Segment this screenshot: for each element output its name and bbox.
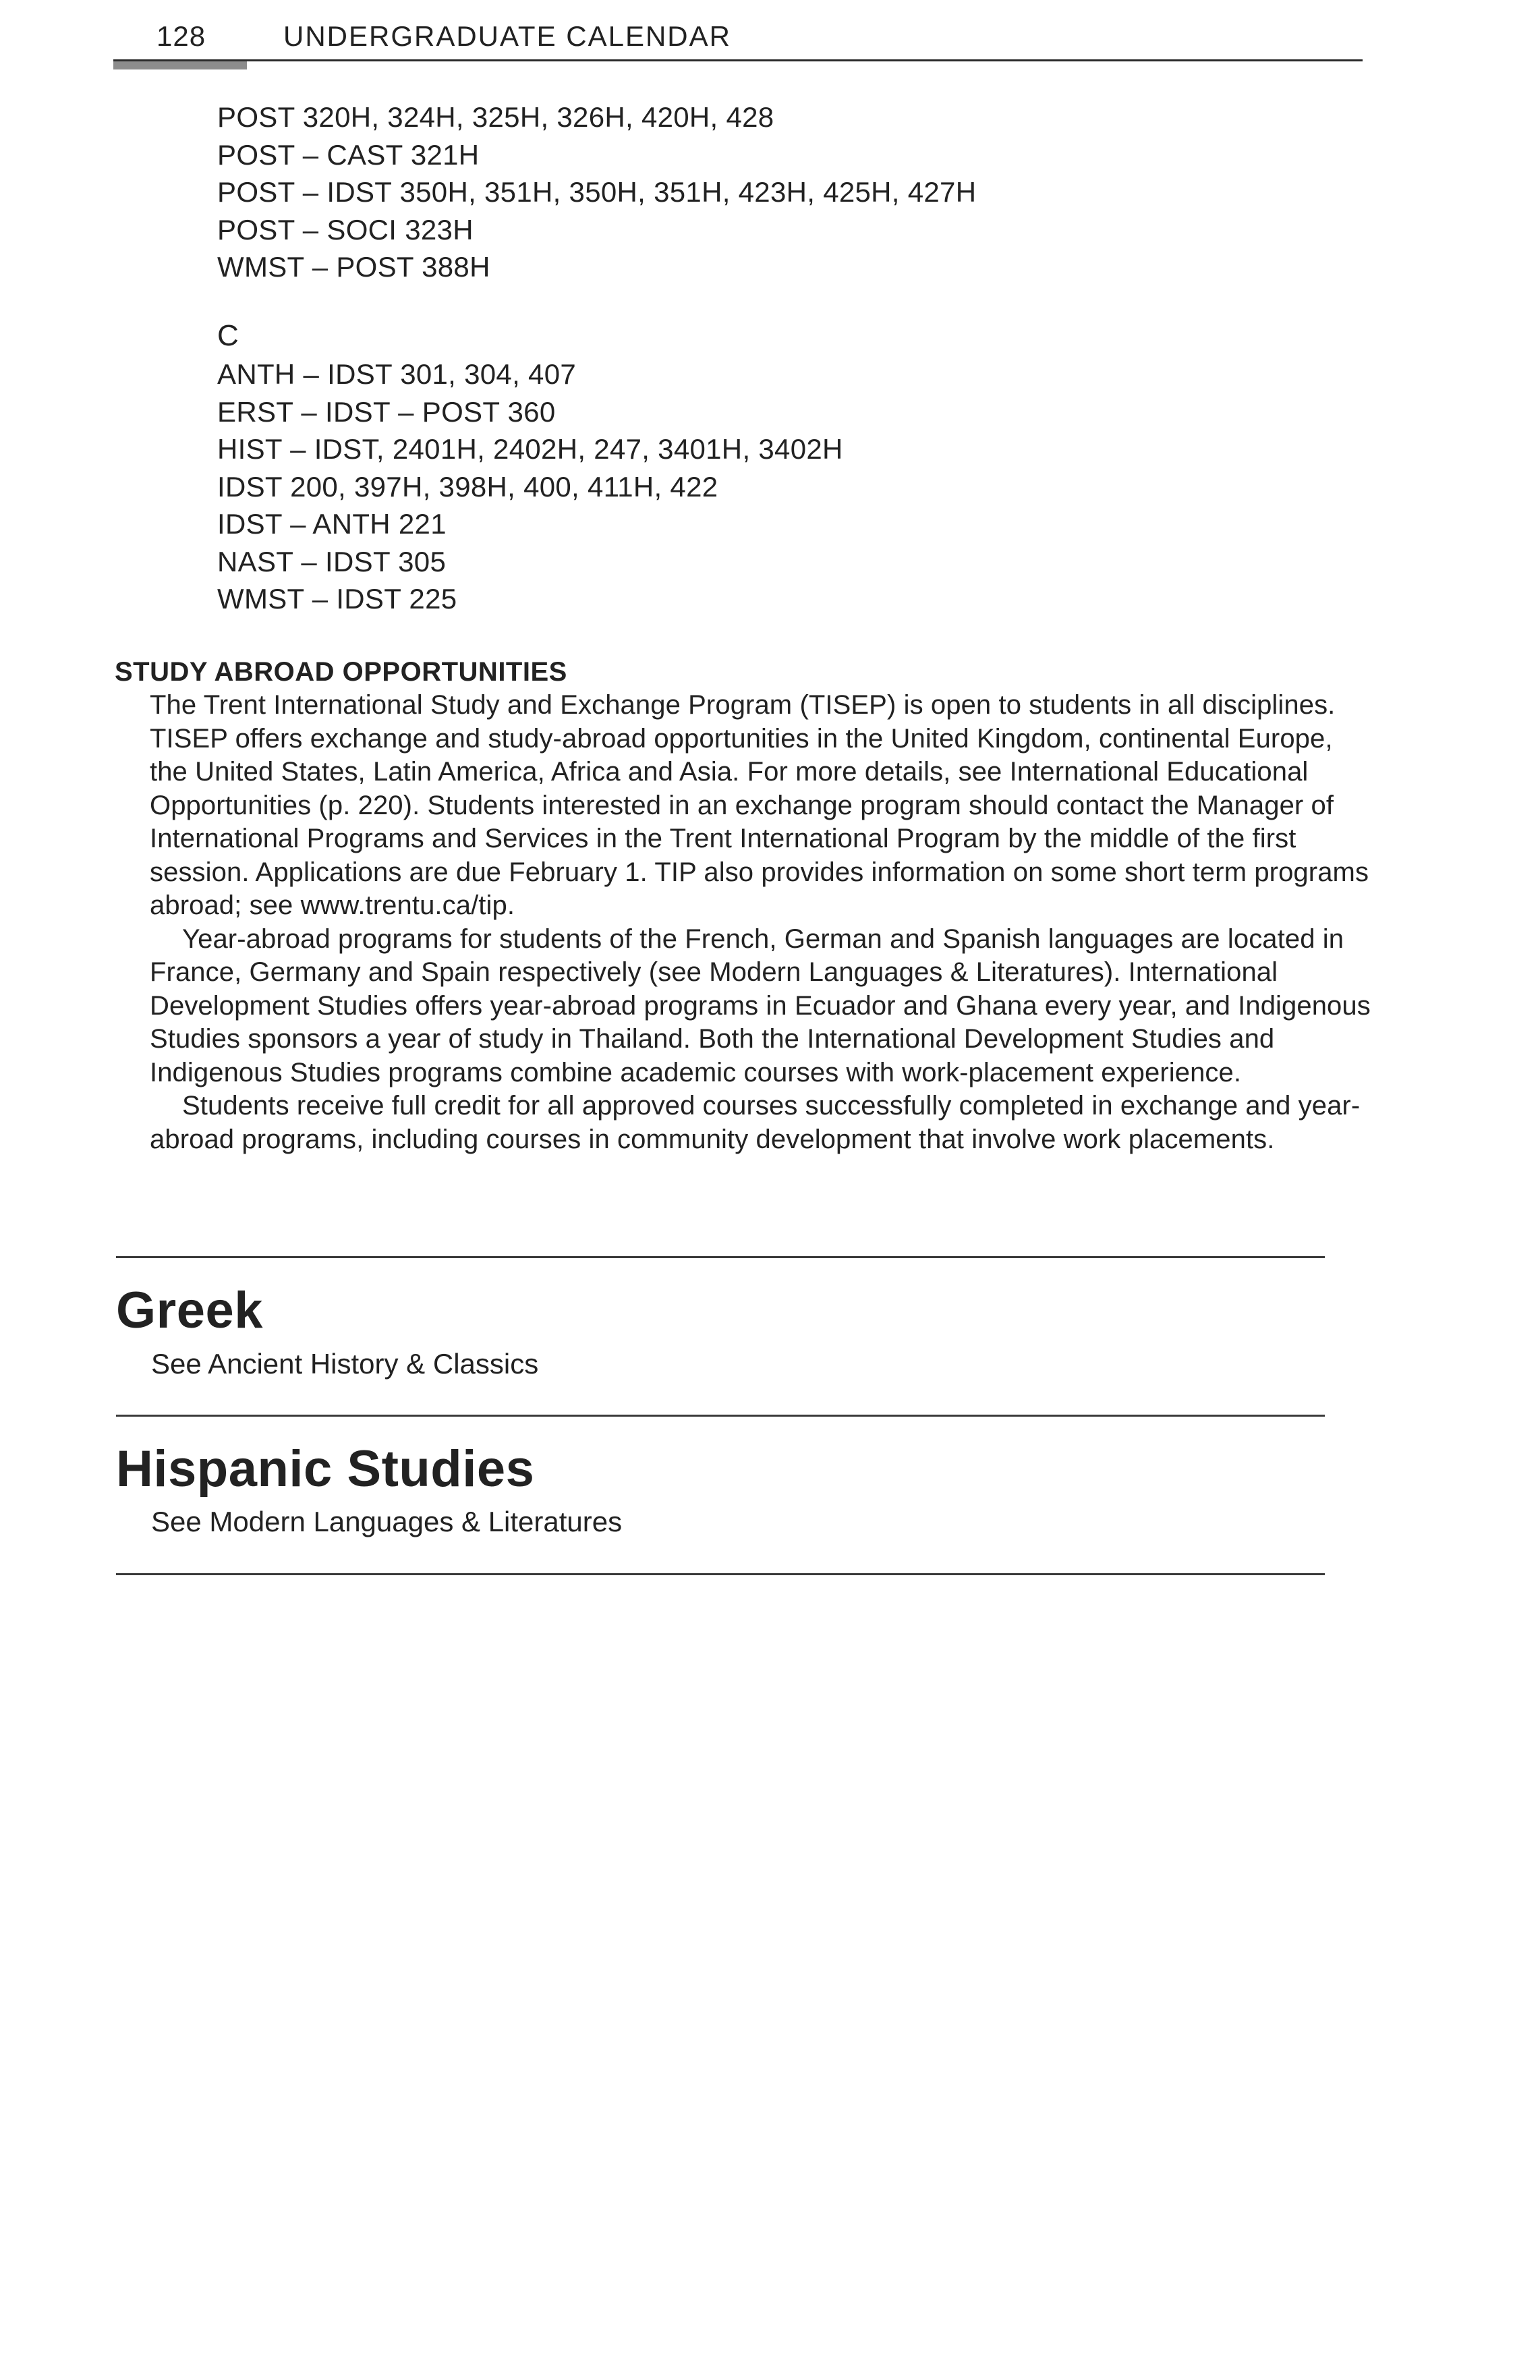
header-tab-marker (113, 61, 247, 69)
course-entry: POST – SOCI 323H (217, 213, 474, 246)
course-entry: NAST – IDST 305 (217, 545, 447, 577)
section-divider (116, 1415, 1325, 1417)
paragraph: Students receive full credit for all approved courses successfully completed in exchange and year-abroad programs, including courses in community development that involve work placements. (150, 1091, 1361, 1154)
hispanic-studies-title: Hispanic Studies (116, 1440, 535, 1498)
course-list-c (217, 356, 843, 618)
greek-title: Greek (116, 1282, 263, 1339)
hispanic-studies-see-also: See Modern Languages & Literatures (151, 1506, 623, 1537)
header-rule (113, 59, 1363, 61)
course-entry: ERST – IDST – POST 360 (217, 395, 556, 428)
section-divider (116, 1573, 1325, 1575)
course-entry: IDST 200, 397H, 398H, 400, 411H, 422 (217, 470, 718, 503)
course-entry: ANTH – IDST 301, 304, 407 (217, 358, 577, 390)
course-entry: WMST – POST 388H (217, 251, 490, 283)
course-entry: POST – CAST 321H (217, 138, 480, 171)
greek-see-also: See Ancient History & Classics (151, 1348, 539, 1380)
course-list-a (217, 98, 976, 286)
section-divider (116, 1256, 1325, 1258)
running-title: UNDERGRADUATE CALENDAR (283, 20, 731, 52)
course-entry: WMST – IDST 225 (217, 583, 457, 615)
course-entry: POST – IDST 350H, 351H, 350H, 351H, 423H, 425H, 427H (217, 176, 977, 208)
study-abroad-heading: STUDY ABROAD OPPORTUNITIES (115, 657, 567, 687)
course-entry: HIST – IDST, 2401H, 2402H, 247, 3401H, 3402H (217, 433, 843, 465)
course-entry: POST 320H, 324H, 325H, 326H, 420H, 428 (217, 101, 774, 133)
course-entry: IDST – ANTH 221 (217, 508, 447, 540)
group-c-label: C (217, 319, 239, 352)
paragraph: Year-abroad programs for students of the French, German and Spanish languages are located in France, Germany and Spain respectively (see Modern Languages & Literatures). International Development Studies offers year-abroad programs in Ecuador and Ghana every year, and Indigenous Studies sponsors a year of study in Thailand. Both the International Development Studies and Indigenous Studies programs combine academic courses with work-placement experience. (150, 924, 1371, 1087)
page-number: 128 (156, 20, 206, 52)
paragraph: The Trent International Study and Exchange Program (TISEP) is open to students in all disciplines. TISEP offers exchange and study-abroad opportunities in the United Kingdom, continental Europe, the United States, Latin America, Africa and Asia. For more details, see International Educational Opportunities (p. 220). Students interested in an exchange program should contact the Manager of International Programs and Services in the Trent International Program by the middle of the first session. Applications are due February 1. TIP also provides information on some short term programs abroad; see www.trentu.ca/tip. (150, 690, 1369, 920)
study-abroad-body (150, 689, 1377, 1156)
